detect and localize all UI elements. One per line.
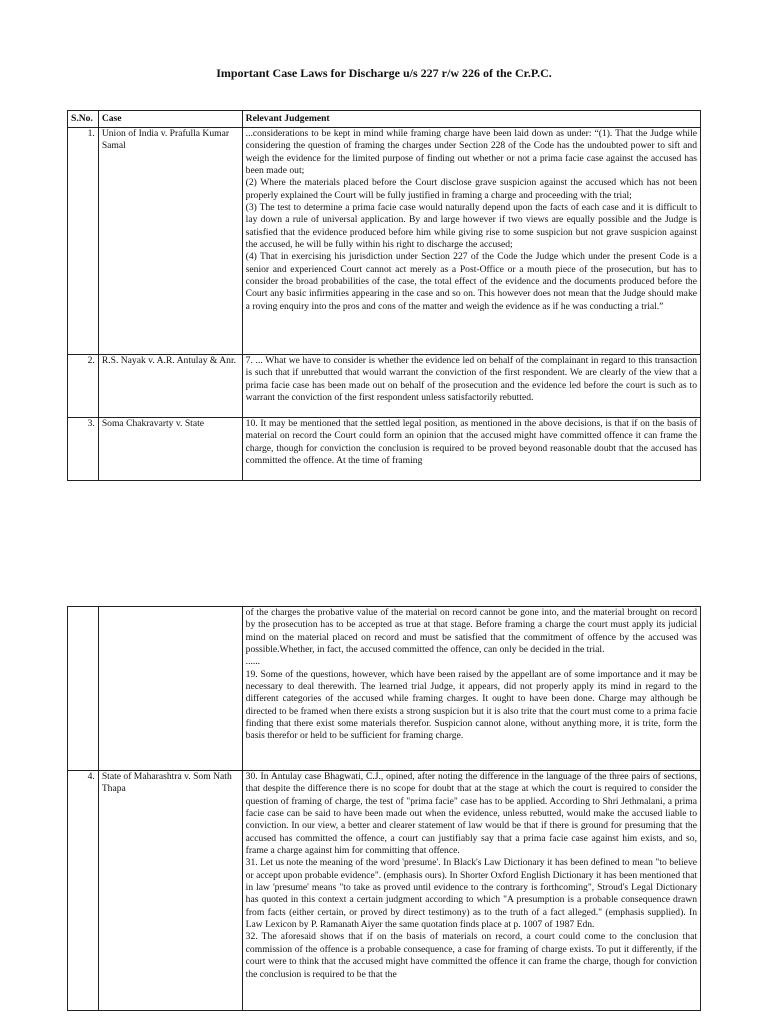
row-sno: 1. <box>68 128 99 355</box>
row-sno <box>68 607 99 771</box>
header-case: Case <box>98 111 242 128</box>
row-sno: 3. <box>68 418 99 481</box>
header-sno: S.No. <box>68 111 99 128</box>
row-judgement: 10. It may be mentioned that the settled legal position, as mentioned in the above decisions, is that if on the basis of material on record the Court could form an opinion that the accused might have committed offence it can frame the charge, though for conviction the conclusion is required to be proved beyond reasonable doubt that the accused has committed the offence. At the time of framing <box>242 418 700 481</box>
row-sno: 4. <box>68 771 99 1011</box>
row-judgement: of the charges the probative value of the material on record cannot be gone into, and the material brought on record by the prosecution has to be accepted as true at that stage. Before framing a charge the court must apply its judicial mind on the material placed on record and must be satisfied that the commitment of offence by the accused was possible.Whether, in fact, the accused committed the offence, can only be decided in the trial. ...... 19. Some of the questions, however, which have been raised by the appellant are of some importance and it may be necessary to deal therewith. The learned trial Judge, it appears, did not properly apply its mind in regard to the different categories of the accused while framing charges. It ought to have been done. Charge may although be directed to be framed when there exists a strong suspicion but it is also trite that the court must come to a prima facie finding that there exist some materials therefor. Suspicion cannot alone, without anything more, it is trite, form the basis therefor or held to be sufficient for framing charge. <box>242 607 700 771</box>
table-row <box>68 607 701 771</box>
table-row <box>68 418 701 481</box>
row-case: Soma Chakravarty v. State <box>98 418 242 481</box>
row-case <box>98 607 242 771</box>
row-case: Union of India v. Prafulla Kumar Samal <box>98 128 242 355</box>
case-law-table <box>67 110 701 481</box>
row-judgement: 7. ... What we have to consider is whether the evidence led on behalf of the complainant in regard to this transaction is such that if unrebutted that would warrant the conviction of the first respondent. We are clearly of the view that a prima facie case has been made out on behalf of the prosecution and the evidence led before the court is such as to warrant the conviction of the first respondent unless satisfactorily rebutted. <box>242 355 700 418</box>
case-law-table-continued <box>67 606 701 1011</box>
row-case: R.S. Nayak v. A.R. Antulay & Anr. <box>98 355 242 418</box>
row-sno: 2. <box>68 355 99 418</box>
document-title: Important Case Laws for Discharge u/s 227 r/w 226 of the Cr.P.C. <box>216 66 552 80</box>
table-row <box>68 128 701 355</box>
row-case: State of Maharashtra v. Som Nath Thapa <box>98 771 242 1011</box>
row-judgement: 30. In Antulay case Bhagwati, C.J., opined, after noting the difference in the language of the three pairs of sections, that despite the difference there is no scope for doubt that at the stage at which the court is required to consider the question of framing of charge, the test of "prima facie" case has to be applied. According to Shri Jethmalani, a prima facie case can be said to have been made out when the evidence, unless rebutted, would make the accused liable to conviction. In our view, a better and clearer statement of law would be that if there is ground for presuming that the accused has committed the offence, a court can justifiably say that a prima facie case against him exists, and so, frame a charge against him for committing that offence. 31. Let us note the meaning of the word 'presume'. In Black's Law Dictionary it has been defined to mean "to believe or accept upon probable evidence". (emphasis ours). In Shorter Oxford English Dictionary it has been mentioned that in law 'presume' means "to take as proved until evidence to the contrary is forthcoming", Stroud's Legal Dictionary has quoted in this context a certain judgment according to which "A presumption is a probable consequence drawn from facts (either certain, or proved by direct testimony) as to the truth of a fact alleged." (emphasis supplied). In Law Lexicon by P. Ramanath Aiyer the same quotation finds place at p. 1007 of 1987 Edn. 32. The aforesaid shows that if on the basis of materials on record, a court could come to the conclusion that commission of the offence is a probable consequence, a case for framing of charge exists. To put it differently, if the court were to think that the accused might have committed the offence it can frame the charge, though for conviction the conclusion is required to be that the <box>242 771 700 1011</box>
row-judgement: ...considerations to be kept in mind while framing charge have been laid down as under: “(1). That the Judge while considering the question of framing the charges under Section 228 of the Code has the undoubted power to sift and weigh the evidence for the limited purpose of finding out whether or not a prima facie case against the accused has been made out; (2) Where the materials placed before the Court disclose grave suspicion against the accused which has not been properly explained the Court will be fully justified in framing a charge and proceeding with the trial; (3) The test to determine a prima facie case would naturally depend upon the facts of each case and it is difficult to lay down a rule of universal application. By and large however if two views are equally possible and the Judge is satisfied that the evidence produced before him while giving rise to some suspicion but not grave suspicion against the accused, he will be fully within his right to discharge the accused; (4) That in exercising his jurisdiction under Section 227 of the Code the Judge which under the present Code is a senior and experienced Court cannot act merely as a Post-Office or a mouth piece of the prosecution, but has to consider the broad probabilities of the case, the total effect of the evidence and the documents produced before the Court any basic infirmities appearing in the case and so on. This however does not mean that the Judge should make a roving enquiry into the pros and cons of the matter and weigh the evidence as if he was conducting a trial.” <box>242 128 700 355</box>
header-judgement: Relevant Judgement <box>242 111 700 128</box>
table-row <box>68 355 701 418</box>
table-header-row <box>68 111 701 128</box>
table-row <box>68 771 701 1011</box>
